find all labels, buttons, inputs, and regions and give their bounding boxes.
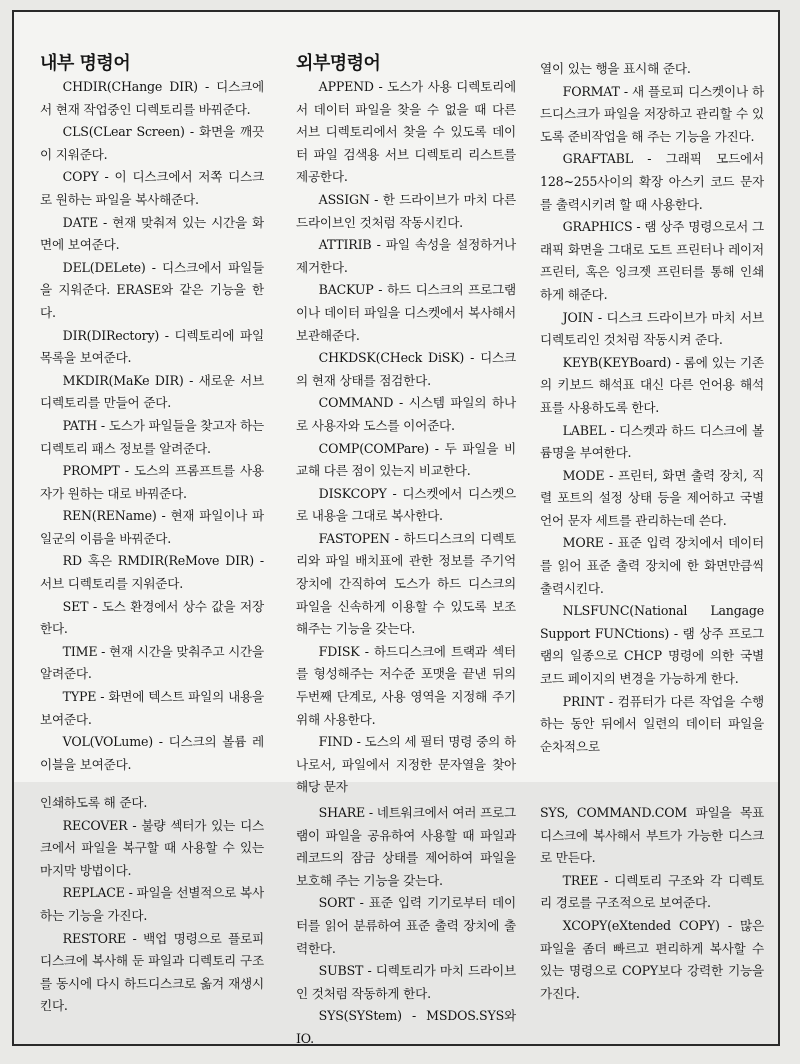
command-entry: COMMAND - 시스템 파일의 하나로 사용자와 도스를 이어준다.	[296, 395, 516, 433]
command-entry: MKDIR(MaKe DIR) - 새로운 서브 디렉토리를 만들어 준다.	[40, 372, 264, 411]
command-entry: DIR(DIRectory) - 디렉토리에 파일 목록을 보여준다.	[40, 327, 264, 366]
external-commands-column	[296, 50, 516, 799]
lower-column-1	[40, 792, 264, 1018]
command-entry: RECOVER - 불량 섹터가 있는 디스크에서 파일을 복구할 때 사용할 수 있는 마지막 방법이다.	[40, 817, 264, 878]
lower-column-3	[540, 802, 764, 1005]
command-entry: TIME - 현재 시간을 맞춰주고 시간을 알려준다.	[40, 643, 264, 682]
command-entry: FASTOPEN - 하드디스크의 디렉토리와 파일 배치표에 관한 정보를 주기억 장치에 간직하여 도스가 하드 디스크의 파일을 신속하게 이용할 수 있도록 보조해주는 기능을 갖는다.	[296, 530, 516, 637]
continuation-text: 열이 있는 행을 표시해 준다.	[540, 61, 691, 76]
command-entry: DISKCOPY - 디스켓에서 디스켓으로 내용을 그대로 복사한다.	[296, 485, 516, 524]
command-entry: PRINT - 컴퓨터가 다른 작업을 수행하는 동안 뒤에서 일련의 데이터 파일을 순차적으로	[540, 693, 764, 754]
command-entry: XCOPY(eXtended COPY) - 많은 파일을 좀더 빠르고 편리하게 복사할 수 있는 명령으로 COPY보다 강력한 기능을 가진다.	[540, 917, 764, 1001]
command-entry: LABEL - 디스켓과 하드 디스크에 볼륨명을 부여한다.	[540, 422, 764, 461]
command-entry: TYPE - 화면에 텍스트 파일의 내용을 보여준다.	[40, 689, 264, 727]
command-entry: SET - 도스 환경에서 상수 값을 저장한다.	[40, 598, 264, 637]
command-entry: FIND - 도스의 세 필터 명령 중의 하나로서, 파일에서 지정한 문자열을 찾아 해당 문자	[296, 734, 516, 795]
command-entry: DEL(DELete) - 디스크에서 파일들을 지워준다. ERASE와 같은 기능을 한다.	[40, 259, 264, 320]
command-entry: CLS(CLear Screen) - 화면을 깨끗이 지워준다.	[40, 124, 264, 162]
command-entry: COPY - 이 디스크에서 저쪽 디스크로 원하는 파일을 복사해준다.	[40, 169, 264, 207]
command-entry: MODE - 프린터, 화면 출력 장치, 직렬 포트의 설정 상태 등을 제어하고 국별 언어 문자 세트를 관리하는데 쓴다.	[540, 467, 764, 528]
command-entry: VOL(VOLume) - 디스크의 볼륨 레이블을 보여준다.	[40, 734, 264, 772]
command-entry: REN(REName) - 현재 파일이나 파일군의 이름을 바꿔준다.	[40, 508, 264, 546]
command-entry: RD 혹은 RMDIR(ReMove DIR) - 서브 디렉토리를 지워준다.	[40, 553, 264, 592]
command-entry: SHARE - 네트워크에서 여러 프로그램이 파일을 공유하여 사용할 때 파일과 레코드의 잠금 상태를 제어하여 파일을 보호해 주는 기능을 갖는다.	[296, 805, 516, 888]
command-entry: CHDIR(CHange DIR) - 디스크에서 현재 작업중인 디렉토리를 바꿔준다.	[40, 79, 264, 117]
command-entry: KEYB(KEYBoard) - 롬에 있는 기존의 키보드 해석표 대신 다른 언어용 해석표를 사용하도록 한다.	[540, 354, 764, 415]
command-entry: PATH - 도스가 파일들을 찾고자 하는 디렉토리 패스 정보를 알려준다.	[40, 417, 264, 456]
external-commands-column-3	[540, 58, 764, 758]
command-entry: CHKDSK(CHeck DiSK) - 디스크의 현재 상태를 점검한다.	[296, 350, 516, 388]
command-entry: NLSFUNC(National Langage Support FUNCtions) - 램 상주 프로그램의 일종으로 CHCP 명령에 의한 국별 코드 페이지의 변경을 가능하게 한다.	[540, 603, 764, 687]
command-entry: REPLACE - 파일을 선별적으로 복사하는 기능을 가진다.	[40, 885, 264, 923]
command-entry: ASSIGN - 한 드라이브가 마치 다른 드라이브인 것처럼 작동시킨다.	[296, 191, 516, 230]
command-entry: JOIN - 디스크 드라이브가 마치 서브디렉토리인 것처럼 작동시켜 준다.	[540, 309, 764, 348]
external-commands-heading: 외부명령어	[296, 53, 381, 74]
command-entry: SYS(SYStem) - MSDOS.SYS와 IO.	[296, 1008, 516, 1046]
internal-commands-column	[40, 50, 264, 776]
command-entry: MORE - 표준 입력 장치에서 데이터를 읽어 표준 출력 장치에 한 화면만큼씩 출력시킨다.	[540, 535, 764, 596]
command-entry: SORT - 표준 입력 기기로부터 데이터를 읽어 분류하여 표준 출력 장치에 출력한다.	[296, 895, 516, 956]
command-entry: FORMAT - 새 플로피 디스켓이나 하드디스크가 파일을 저장하고 관리할 수 있도록 준비작업을 해 주는 기능을 가진다.	[540, 83, 764, 144]
command-entry: GRAFTABL - 그래픽 모드에서 128~255사이의 확장 아스키 코드 문자를 출력시키려 할 때 사용한다.	[540, 151, 764, 212]
command-entry: SUBST - 디렉토리가 마치 드라이브인 것처럼 작동하게 한다.	[296, 963, 516, 1001]
lower-column-2	[296, 802, 516, 1051]
command-entry: TREE - 디렉토리 구조와 각 디렉토리 경로를 구조적으로 보여준다.	[540, 872, 764, 911]
command-entry: DATE - 현재 맞춰져 있는 시간을 화면에 보여준다.	[40, 214, 264, 253]
command-entry: BACKUP - 하드 디스크의 프로그램이나 데이터 파일을 디스켓에서 복사해서 보관해준다.	[296, 282, 516, 343]
command-entry: PROMPT - 도스의 프롬프트를 사용자가 원하는 대로 바꿔준다.	[40, 463, 264, 501]
internal-commands-heading: 내부 명령어	[40, 53, 131, 74]
command-entry: APPEND - 도스가 사용 디렉토리에서 데이터 파일을 찾을 수 없을 때 다른 서브 디렉토리에서 찾을 수 있도록 데이터 파일 검색용 서브 디렉토리 리스트를 제공한다.	[296, 79, 516, 185]
command-entry: RESTORE - 백업 명령으로 플로피 디스크에 복사해 둔 파일과 디렉토리 구조를 동시에 다시 하드디스크로 옮겨 재생시킨다.	[40, 930, 264, 1014]
command-entry: COMP(COMPare) - 두 파일을 비교해 다른 점이 있는지 비교한다.	[296, 440, 516, 479]
command-entry: FDISK - 하드디스크에 트랙과 섹터를 형성해주는 저수준 포맷을 끝낸 뒤의 두번째 단계로, 사용 영역을 지정해 주기 위해 사용한다.	[296, 643, 516, 727]
command-entry: ATTIRIB - 파일 속성을 설정하거나 제거한다.	[296, 237, 516, 275]
command-entry: GRAPHICS - 램 상주 명령으로서 그래픽 화면을 그대로 도트 프린터나 레이저 프린터, 혹은 잉크젯 프린터를 통해 인쇄하게 해준다.	[540, 219, 764, 302]
continuation-text: 인쇄하도록 해 준다.	[40, 795, 148, 810]
continuation-text: SYS, COMMAND.COM 파일을 목표 디스크에 복사해서 부트가 가능한 디스크로 만든다.	[540, 805, 764, 866]
